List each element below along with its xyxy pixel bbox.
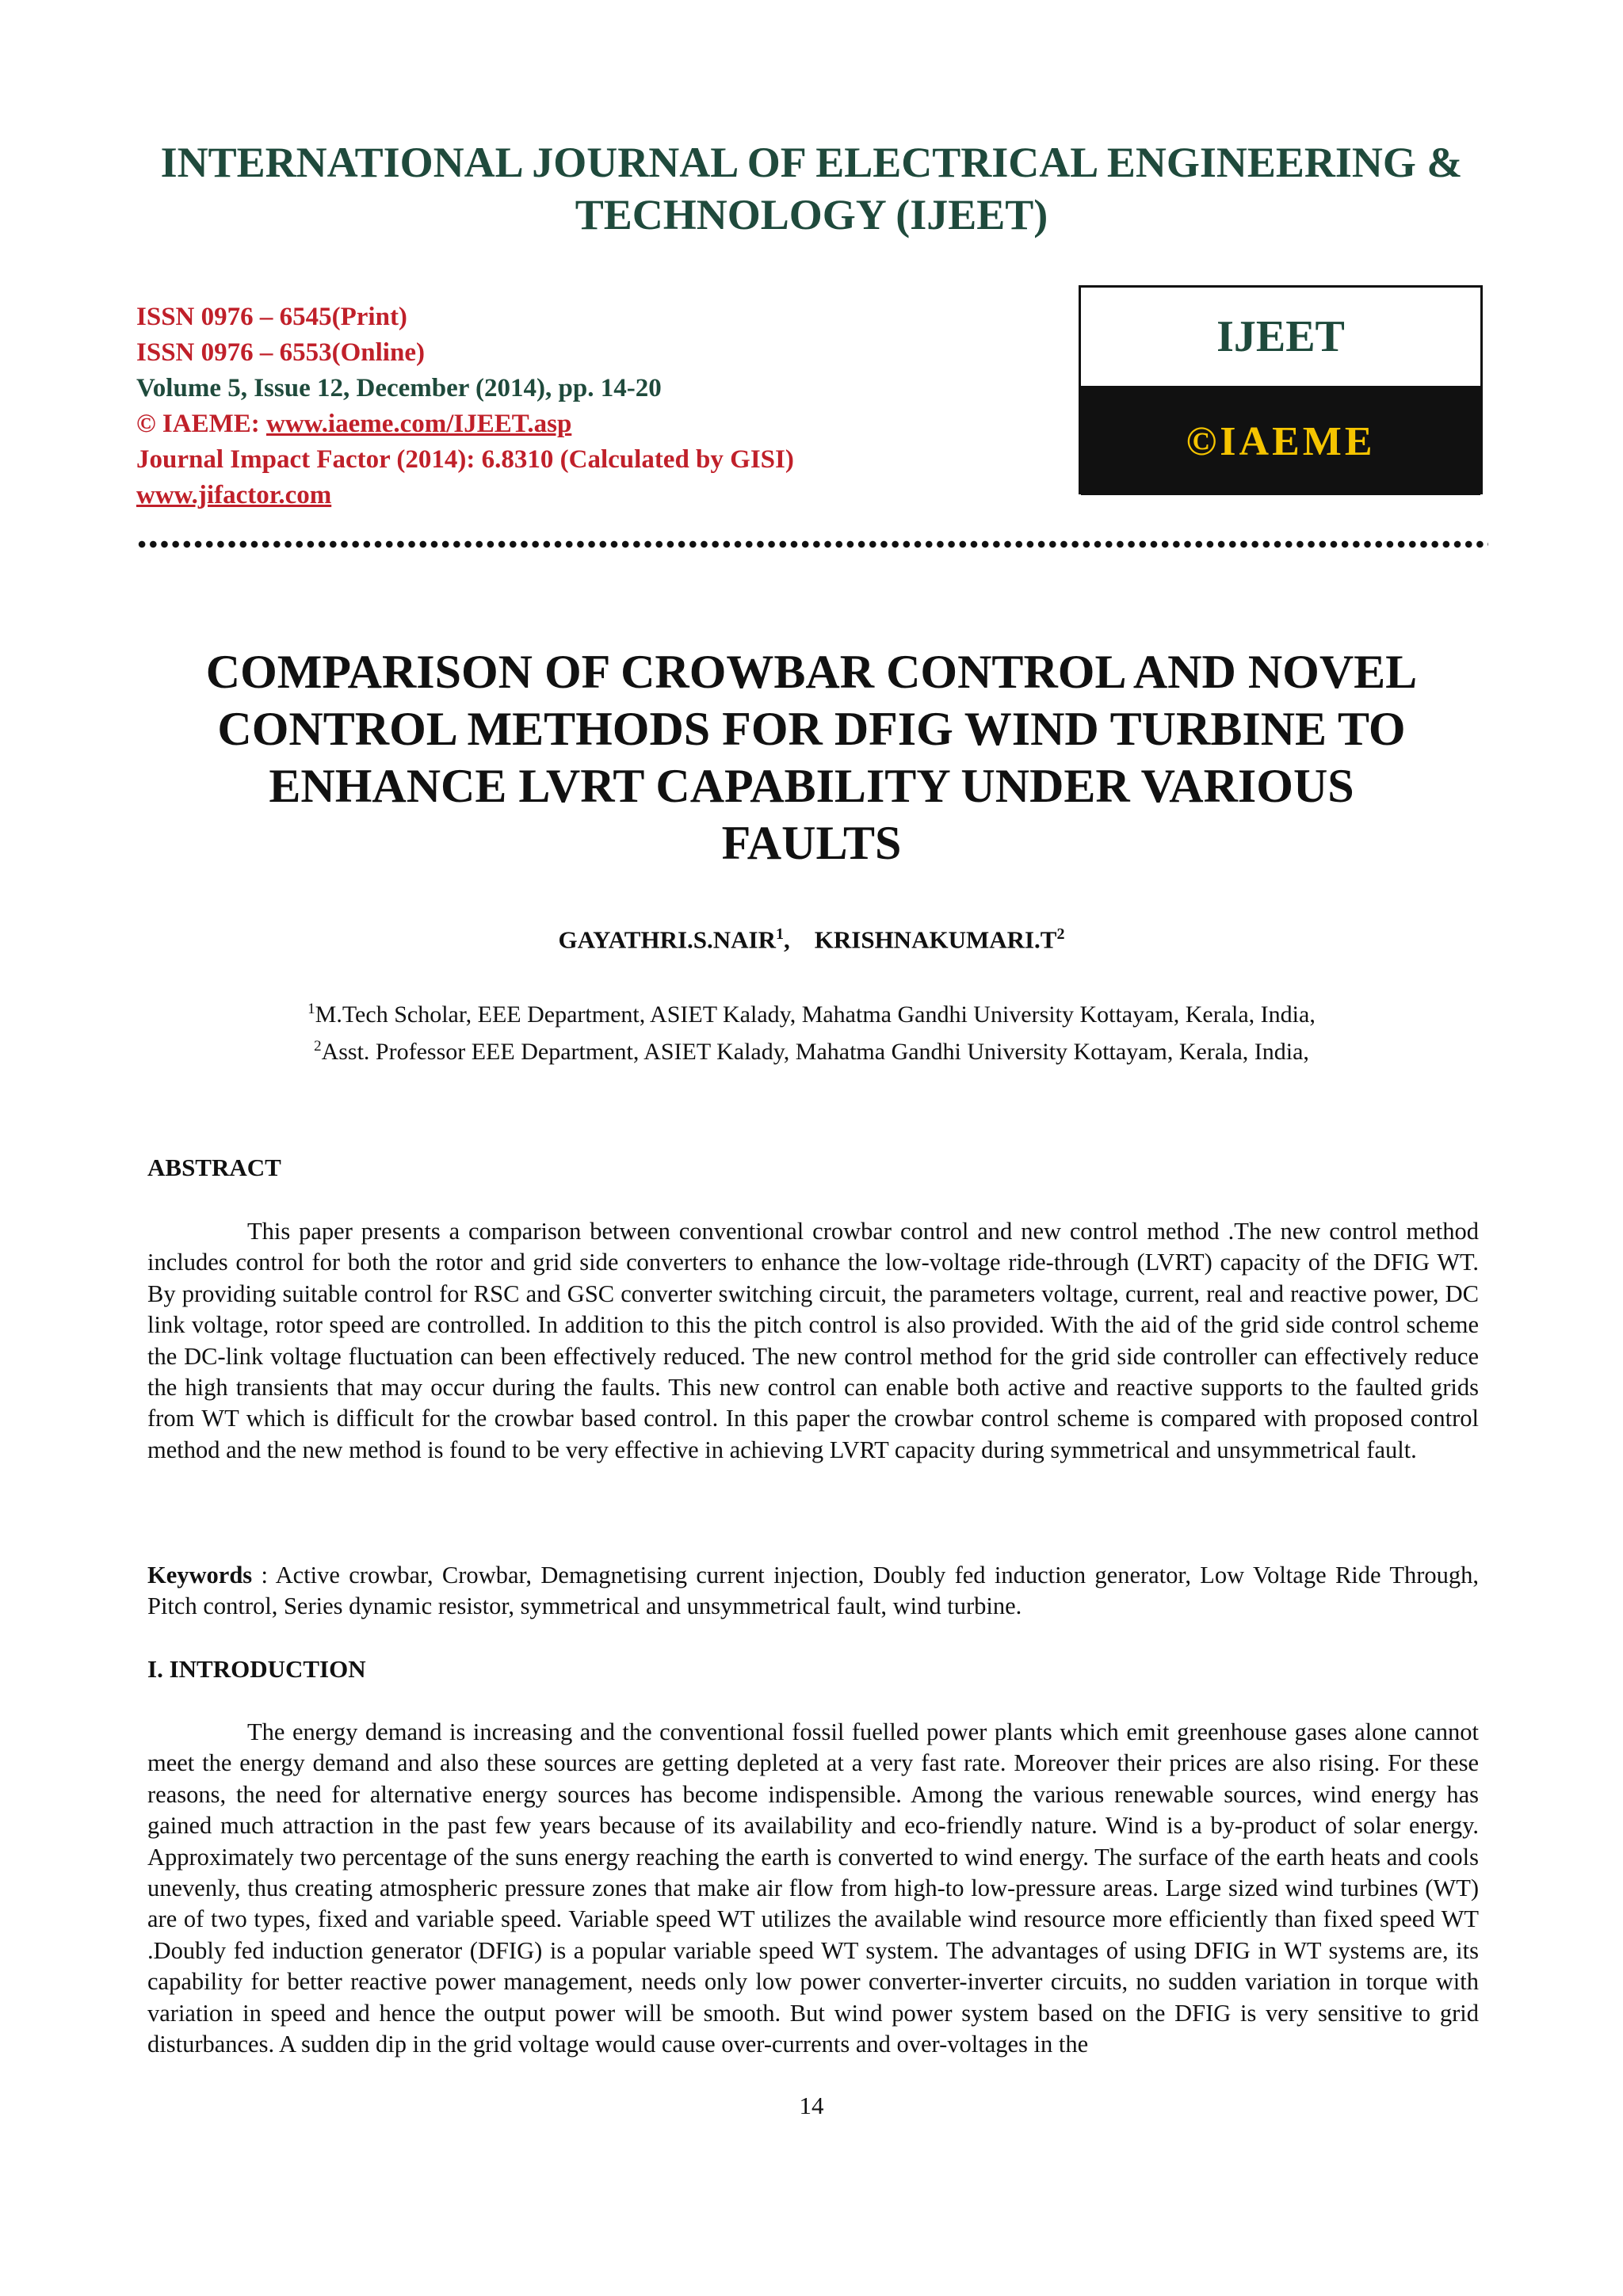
journal-title-line2: TECHNOLOGY (IJEET) xyxy=(575,191,1048,238)
paper-title-line: FAULTS xyxy=(721,817,902,869)
paper-title-line: COMPARISON OF CROWBAR CONTROL AND NOVEL xyxy=(205,646,1418,698)
author-1: GAYATHRI.S.NAIR xyxy=(558,925,777,954)
paper-title-line: CONTROL METHODS FOR DFIG WIND TURBINE TO xyxy=(217,703,1406,755)
volume-info: Volume 5, Issue 12, December (2014), pp. 14-20 xyxy=(136,374,662,402)
paper-title xyxy=(143,643,1480,871)
journal-title xyxy=(95,136,1528,241)
issn-print: ISSN 0976 – 6545(Print) xyxy=(136,303,407,331)
keywords xyxy=(147,1560,1479,1623)
journal-meta xyxy=(136,299,794,513)
abstract-body: This paper presents a comparison between conventional crowbar control and new control method .The new control method includes control for both the rotor and grid side converters to enhance the low-voltage ride-through (LVRT) capacity of the DFIG WT. By providing suitable control for RSC and GSC converter switching circuit, the parameters voltage, current, real and reactive power, DC link voltage, rotor speed are controlled. In addition to this the pitch control is also provided. With the aid of the grid side control scheme the DC-link voltage fluctuation can been effectively reduced. The new control method for the grid side controller can effectively reduce the high transients that may occur during the faults. This new control can enable both active and reactive supports to the faulted grids from WT which is difficult for the crowbar based control. In this paper the crowbar control scheme is compared with proposed control method and the new method is found to be very effective in achieving LVRT capacity during symmetrical and unsymmetrical fault. xyxy=(147,1218,1479,1463)
authors xyxy=(158,925,1465,954)
keywords-label: Keywords xyxy=(147,1562,253,1589)
copyright-prefix: © IAEME: xyxy=(136,410,266,438)
affiliation-2-text: Asst. Professor EEE Department, ASIET Kalady, Mahatma Gandhi University Kottayam, Kerala, India, xyxy=(321,1039,1309,1065)
brand-iaeme: ©IAEME xyxy=(1081,388,1480,495)
keywords-text: : Active crowbar, Crowbar, Demagnetising current injection, Doubly fed induction generator, Low Voltage Ride Through, Pitch control, Series dynamic resistor, symmetrical and unsymmetrical fault, wind turbine. xyxy=(147,1562,1479,1620)
affiliation-2-sup: 2 xyxy=(314,1038,322,1055)
author-separator: , xyxy=(784,925,790,954)
brand-ijeet: IJEET xyxy=(1081,288,1480,388)
affiliation-2 xyxy=(95,1031,1528,1068)
issn-online: ISSN 0976 – 6553(Online) xyxy=(136,338,425,367)
introduction-body: The energy demand is increasing and the conventional fossil fuelled power plants which emit greenhouse gases alone cannot meet the energy demand and also these sources are getting depleted at a very fast rate. Moreover their prices are also rising. For these reasons, the need for alternative energy sources has become indispensible. Among the various renewable sources, wind energy has gained much attraction in the past few years because of its availability and eco-friendly nature. Wind is a by-product of solar energy. Approximately two percentage of the suns energy reaching the earth is converted to wind energy. The surface of the earth heats and cools unevenly, thus creating atmospheric pressure zones that make air flow from high-to low-pressure areas. Large sized wind turbines (WT) are of two types, fixed and variable speed. Variable speed WT utilizes the available wind resource more efficiently than fixed speed WT .Doubly fed induction generator (DFIG) is a popular variable speed WT system. The advantages of using DFIG in WT systems are, its capability for better reactive power management, needs only low power converter-inverter circuits, no sudden variation in torque with variation in speed and hence the output power will be smooth. But wind power system based on the DFIG is very sensitive to grid disturbances. A sudden dip in the grid voltage would cause over-currents and over-voltages in the xyxy=(147,1718,1479,2058)
author-2-sup: 2 xyxy=(1056,925,1065,943)
jifactor-link[interactable]: www.jifactor.com xyxy=(136,481,332,509)
copyright-line xyxy=(136,406,794,442)
affiliation-1-sup: 1 xyxy=(307,1001,315,1017)
paper-title-line: ENHANCE LVRT CAPABILITY UNDER VARIOUS xyxy=(269,760,1354,812)
abstract-heading: ABSTRACT xyxy=(147,1154,281,1181)
journal-title-line1: INTERNATIONAL JOURNAL OF ELECTRICAL ENGINEERING & xyxy=(160,139,1463,186)
page-number: 14 xyxy=(799,2092,824,2119)
journal-url-link[interactable]: www.iaeme.com/IJEET.asp xyxy=(266,410,572,438)
journal-brand-box xyxy=(1079,285,1483,494)
affiliations xyxy=(95,994,1528,1068)
introduction-heading: I. INTRODUCTION xyxy=(147,1655,366,1683)
dotted-divider xyxy=(136,539,1488,550)
author-2: KRISHNAKUMARI.T xyxy=(814,925,1057,954)
affiliation-1 xyxy=(95,994,1528,1031)
affiliation-1-text: M.Tech Scholar, EEE Department, ASIET Kalady, Mahatma Gandhi University Kottayam, Kerala, India, xyxy=(315,1001,1316,1028)
jifactor-line xyxy=(136,478,794,513)
author-1-sup: 1 xyxy=(776,925,785,943)
impact-factor: Journal Impact Factor (2014): 6.8310 (Calculated by GISI) xyxy=(136,445,794,474)
